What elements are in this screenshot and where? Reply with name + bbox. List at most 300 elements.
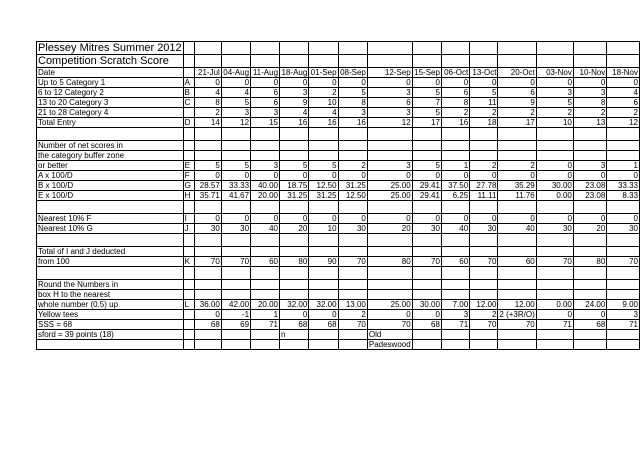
value-cell — [194, 151, 221, 161]
value-cell: 71 — [441, 320, 469, 330]
value-cell: 24.00 — [573, 300, 606, 310]
row-label — [37, 340, 184, 350]
value-cell: 1 — [251, 310, 280, 320]
date-header-cell: 18-Nov — [607, 68, 640, 78]
date-header-cell: 10-Nov — [573, 68, 606, 78]
value-cell — [536, 290, 573, 300]
value-cell — [536, 280, 573, 290]
value-cell: 2 — [470, 161, 498, 171]
value-cell: 33.33 — [607, 181, 640, 191]
value-cell: 30 — [412, 224, 441, 234]
value-cell — [498, 151, 536, 161]
value-cell: 0 — [309, 78, 338, 88]
value-cell: 70 — [367, 320, 412, 330]
value-cell: 0 — [280, 310, 309, 320]
row-code: J — [183, 224, 194, 234]
value-cell — [367, 247, 412, 257]
value-cell: 12.50 — [309, 181, 338, 191]
value-cell: 1 — [441, 161, 469, 171]
value-cell: 16 — [338, 118, 367, 128]
value-cell — [498, 340, 536, 350]
value-cell: 10 — [536, 118, 573, 128]
value-cell — [607, 141, 640, 151]
value-cell: 0 — [280, 171, 309, 181]
value-cell: 23.08 — [573, 181, 606, 191]
value-cell: 2 — [309, 88, 338, 98]
value-cell: 68 — [309, 320, 338, 330]
value-cell: 13.00 — [338, 300, 367, 310]
value-cell: 68 — [280, 320, 309, 330]
value-cell: 0 — [470, 171, 498, 181]
value-cell — [536, 151, 573, 161]
value-cell: 30 — [470, 224, 498, 234]
value-cell: 90 — [309, 257, 338, 267]
value-cell: -1 — [221, 310, 250, 320]
value-cell: 20 — [280, 224, 309, 234]
value-cell: 2 — [338, 161, 367, 171]
row-code: G — [183, 181, 194, 191]
value-cell: 0 — [309, 214, 338, 224]
value-cell: 6 — [607, 98, 640, 108]
value-cell — [221, 280, 250, 290]
value-cell: 70 — [498, 320, 536, 330]
value-cell: 68 — [573, 320, 606, 330]
value-cell — [194, 290, 221, 300]
value-cell — [251, 290, 280, 300]
value-cell: 9.00 — [607, 300, 640, 310]
value-cell: 28.57 — [194, 181, 221, 191]
value-cell: 0 — [251, 171, 280, 181]
value-cell — [194, 340, 221, 350]
value-cell — [412, 151, 441, 161]
row-code — [183, 247, 194, 257]
value-cell: 13 — [573, 118, 606, 128]
date-header-cell: 13-Oct — [470, 68, 498, 78]
value-cell — [470, 280, 498, 290]
value-cell: 5 — [194, 161, 221, 171]
value-cell: 6 — [251, 98, 280, 108]
row-code: L — [183, 300, 194, 310]
row-code — [183, 340, 194, 350]
value-cell — [441, 247, 469, 257]
value-cell — [573, 280, 606, 290]
value-cell: 20 — [573, 224, 606, 234]
value-cell: 37.50 — [441, 181, 469, 191]
value-cell — [338, 151, 367, 161]
value-cell: 12.00 — [470, 300, 498, 310]
value-cell — [194, 330, 221, 340]
value-cell: 0 — [573, 78, 606, 88]
value-cell: 15 — [251, 118, 280, 128]
value-cell — [498, 247, 536, 257]
value-cell: 2 — [470, 310, 498, 320]
row-code — [183, 141, 194, 151]
value-cell: 40 — [441, 224, 469, 234]
table-row — [37, 280, 640, 290]
value-cell: 3 — [221, 108, 250, 118]
value-cell: 16 — [309, 118, 338, 128]
value-cell: 60 — [251, 257, 280, 267]
value-cell: 30 — [338, 224, 367, 234]
value-cell — [338, 330, 367, 340]
date-header-cell: 04-Aug — [223, 68, 250, 77]
row-code: B — [183, 88, 194, 98]
value-cell: 5 — [412, 88, 441, 98]
value-cell: 30.00 — [412, 300, 441, 310]
row-label: the category buffer zone — [37, 151, 184, 161]
value-cell: 70 — [338, 257, 367, 267]
row-code: F — [183, 171, 194, 181]
value-cell: 0 — [498, 171, 536, 181]
value-cell: 0 — [221, 78, 250, 88]
table-row — [37, 151, 640, 161]
value-cell: 5 — [412, 108, 441, 118]
value-cell — [573, 330, 606, 340]
value-cell: 60 — [498, 257, 536, 267]
row-code: H — [183, 191, 194, 201]
date-header-cell: 08-Sep — [340, 68, 366, 77]
row-label: Number of net scores in — [37, 141, 184, 151]
value-cell: 5 — [338, 88, 367, 98]
value-cell: 3 — [338, 108, 367, 118]
value-cell: 8 — [573, 98, 606, 108]
value-cell: 5 — [309, 161, 338, 171]
value-cell: 2 — [498, 108, 536, 118]
value-cell — [573, 151, 606, 161]
sheet-subtitle: Competition Scratch Score — [37, 55, 184, 68]
value-cell — [280, 340, 309, 350]
value-cell — [498, 290, 536, 300]
value-cell — [498, 330, 536, 340]
value-cell: 4 — [607, 88, 640, 98]
row-label: or better — [37, 161, 184, 171]
value-cell — [441, 290, 469, 300]
value-cell: 2 — [441, 108, 469, 118]
date-header-cell: 20-Oct — [498, 68, 536, 78]
value-cell — [573, 141, 606, 151]
value-cell: 30 — [607, 224, 640, 234]
value-cell — [221, 340, 250, 350]
sheet-title: Plessey Mitres Summer 2012 — [38, 42, 182, 54]
value-cell — [309, 151, 338, 161]
value-cell: 17 — [412, 118, 441, 128]
value-cell — [367, 280, 412, 290]
table-row — [37, 310, 640, 320]
row-label: Nearest 10% G — [37, 224, 184, 234]
value-cell — [338, 141, 367, 151]
table-row — [37, 141, 640, 151]
value-cell: 4 — [194, 88, 221, 98]
row-code: C — [183, 98, 194, 108]
table-row — [37, 214, 640, 224]
date-header-cell: 12-Sep — [367, 68, 412, 78]
value-cell: 29.41 — [412, 181, 441, 191]
value-cell — [607, 290, 640, 300]
row-label: from 100 — [37, 257, 184, 267]
value-cell: 0 — [412, 171, 441, 181]
value-cell — [309, 290, 338, 300]
value-cell: 0 — [607, 214, 640, 224]
value-cell: 2 (+3R/O) — [499, 310, 535, 319]
value-cell — [536, 330, 573, 340]
row-label: Nearest 10% F — [37, 214, 184, 224]
table-row — [37, 290, 640, 300]
value-cell — [367, 290, 412, 300]
value-cell: 0 — [470, 214, 498, 224]
value-cell: 6 — [441, 88, 469, 98]
value-cell: 0 — [367, 78, 412, 88]
value-cell: 0 — [412, 214, 441, 224]
value-cell — [367, 141, 412, 151]
value-cell: 0 — [536, 310, 573, 320]
value-cell: 0 — [194, 214, 221, 224]
value-cell: 0 — [309, 310, 338, 320]
table-row — [37, 234, 640, 247]
row-label: 21 to 28 Category 4 — [37, 108, 184, 118]
table-row — [37, 108, 640, 118]
value-cell — [251, 141, 280, 151]
value-cell: 7.00 — [441, 300, 469, 310]
value-cell: 0 — [338, 214, 367, 224]
value-cell: 5 — [221, 161, 250, 171]
table-row — [37, 224, 640, 234]
value-cell: 25.00 — [367, 191, 412, 201]
value-cell — [367, 151, 412, 161]
value-cell: 68 — [412, 320, 441, 330]
value-cell: 0 — [573, 214, 606, 224]
value-cell — [536, 247, 573, 257]
table-row — [37, 98, 640, 108]
row-code — [183, 310, 194, 320]
value-cell: 12 — [607, 118, 640, 128]
value-cell: 40 — [251, 224, 280, 234]
value-cell: 2 — [194, 108, 221, 118]
row-label: Yellow tees — [37, 310, 184, 320]
value-cell: 80 — [280, 257, 309, 267]
date-header-cell: 15-Sep — [414, 68, 440, 77]
row-code: E — [183, 161, 194, 171]
table-row — [37, 300, 640, 310]
value-cell — [441, 340, 469, 350]
value-cell: 0 — [338, 78, 367, 88]
value-cell: 25.00 — [367, 300, 412, 310]
row-label: SSS = 68 — [37, 320, 184, 330]
row-label: Up to 5 Category 1 — [37, 78, 184, 88]
value-cell: 70 — [470, 257, 498, 267]
value-cell: 0 — [251, 78, 280, 88]
value-cell: 30 — [221, 224, 250, 234]
value-cell: 2 — [536, 108, 573, 118]
value-cell: 0 — [607, 78, 640, 88]
value-cell: 31.25 — [280, 191, 309, 201]
value-cell — [412, 330, 441, 340]
value-cell — [338, 247, 367, 257]
value-cell: 31.25 — [338, 181, 367, 191]
date-header-label: Date — [37, 68, 184, 78]
value-cell: 3 — [367, 161, 412, 171]
table-row — [37, 267, 640, 280]
value-cell: 6.25 — [441, 191, 469, 201]
date-header-cell: 21-Jul — [194, 68, 221, 78]
value-cell: 5 — [536, 98, 573, 108]
value-cell — [441, 151, 469, 161]
table-row — [37, 257, 640, 267]
value-cell: 2 — [470, 108, 498, 118]
value-cell: 0 — [607, 171, 640, 181]
value-cell: 8 — [194, 98, 221, 108]
value-cell — [338, 280, 367, 290]
value-cell: 2 — [498, 161, 536, 171]
row-label: box H to the nearest — [37, 290, 184, 300]
value-cell — [573, 340, 606, 350]
value-cell: 12.00 — [498, 300, 536, 310]
value-cell: 31.25 — [309, 191, 338, 201]
row-code: A — [183, 78, 194, 88]
value-cell — [573, 290, 606, 300]
value-cell: 29.41 — [412, 191, 441, 201]
value-cell: 5 — [412, 161, 441, 171]
value-cell: 12 — [221, 118, 250, 128]
value-cell — [607, 340, 640, 350]
value-cell — [221, 151, 250, 161]
date-header-cell: 01-Sep — [310, 68, 337, 77]
value-cell — [194, 247, 221, 257]
value-cell: 60 — [441, 257, 469, 267]
value-cell — [251, 330, 280, 340]
table-row — [37, 128, 640, 141]
row-code: K — [183, 257, 194, 267]
value-cell: 0 — [221, 214, 250, 224]
value-cell: 3 — [280, 88, 309, 98]
value-cell: 33.33 — [221, 181, 250, 191]
value-cell — [470, 151, 498, 161]
value-cell: 3 — [441, 310, 469, 320]
value-cell: 6 — [498, 88, 536, 98]
table-row — [37, 181, 640, 191]
value-cell: 30 — [194, 224, 221, 234]
value-cell: 3 — [251, 108, 280, 118]
value-cell: 40 — [498, 224, 536, 234]
row-code — [183, 290, 194, 300]
value-cell: 8.33 — [607, 191, 640, 201]
row-label: Total Entry — [37, 118, 184, 128]
table-row — [37, 330, 640, 340]
value-cell — [221, 290, 250, 300]
value-cell: 0 — [412, 78, 441, 88]
value-cell: 70 — [536, 257, 573, 267]
value-cell: 0 — [309, 171, 338, 181]
value-cell — [607, 247, 640, 257]
value-cell: 5 — [221, 98, 250, 108]
value-cell: 3 — [573, 161, 606, 171]
value-cell: 70 — [221, 257, 250, 267]
row-label: 6 to 12 Category 2 — [37, 88, 184, 98]
value-cell: 18.75 — [280, 181, 309, 191]
scratch-score-table — [36, 41, 640, 350]
value-cell: 71 — [251, 320, 280, 330]
value-cell — [309, 247, 338, 257]
value-cell: 40.00 — [251, 181, 280, 191]
value-cell — [441, 330, 469, 340]
value-cell: 9 — [280, 98, 309, 108]
value-cell: 36.00 — [194, 300, 221, 310]
value-cell — [194, 141, 221, 151]
value-cell: 3 — [573, 88, 606, 98]
value-cell: 11.11 — [470, 191, 498, 201]
value-cell: 80 — [573, 257, 606, 267]
value-cell — [251, 247, 280, 257]
value-cell: 3 — [367, 88, 412, 98]
value-cell: 0 — [441, 78, 469, 88]
value-cell: Padeswood — [368, 340, 411, 349]
value-cell: 70 — [194, 257, 221, 267]
value-cell — [221, 141, 250, 151]
date-header-cell: 11-Aug — [251, 68, 280, 78]
table-row — [37, 161, 640, 171]
value-cell — [607, 280, 640, 290]
value-cell — [280, 151, 309, 161]
table-row — [37, 171, 640, 181]
value-cell: 68 — [194, 320, 221, 330]
value-cell: 17 — [498, 118, 536, 128]
value-cell — [251, 280, 280, 290]
row-label: E x 100/D — [37, 191, 184, 201]
value-cell: 2 — [607, 108, 640, 118]
value-cell: 0 — [367, 214, 412, 224]
value-cell: 3 — [251, 161, 280, 171]
value-cell: 11.76 — [498, 191, 536, 201]
date-header-cell: 06-Oct — [441, 68, 469, 78]
value-cell: 3 — [536, 88, 573, 98]
row-code: D — [183, 118, 194, 128]
value-cell: 0 — [412, 310, 441, 320]
value-cell: 9 — [498, 98, 536, 108]
value-cell: 20 — [367, 224, 412, 234]
table-row — [37, 340, 640, 350]
value-cell — [536, 340, 573, 350]
value-cell — [194, 280, 221, 290]
value-cell: 80 — [367, 257, 412, 267]
value-cell: 32.00 — [280, 300, 309, 310]
value-cell: 0 — [573, 171, 606, 181]
value-cell — [470, 247, 498, 257]
value-cell: n — [280, 330, 309, 340]
value-cell: 20.00 — [251, 300, 280, 310]
value-cell: 27.78 — [470, 181, 498, 191]
row-label: sford = 39 points (18) — [37, 330, 184, 340]
date-header-cell: 18-Aug — [281, 68, 308, 77]
value-cell: 0 — [536, 161, 573, 171]
value-cell: 2 — [573, 108, 606, 118]
value-cell: 8 — [338, 98, 367, 108]
value-cell — [221, 247, 250, 257]
row-label: 13 to 20 Category 3 — [37, 98, 184, 108]
value-cell — [221, 330, 250, 340]
value-cell — [412, 340, 441, 350]
table-row — [37, 88, 640, 98]
value-cell: 35.71 — [194, 191, 221, 201]
value-cell: 0 — [441, 214, 469, 224]
value-cell: 4 — [221, 88, 250, 98]
value-cell — [470, 340, 498, 350]
value-cell: 2 — [338, 310, 367, 320]
value-cell — [412, 141, 441, 151]
value-cell: 12.50 — [338, 191, 367, 201]
value-cell: 0.00 — [536, 191, 573, 201]
value-cell: 10 — [309, 224, 338, 234]
value-cell: 6 — [251, 88, 280, 98]
value-cell — [607, 330, 640, 340]
